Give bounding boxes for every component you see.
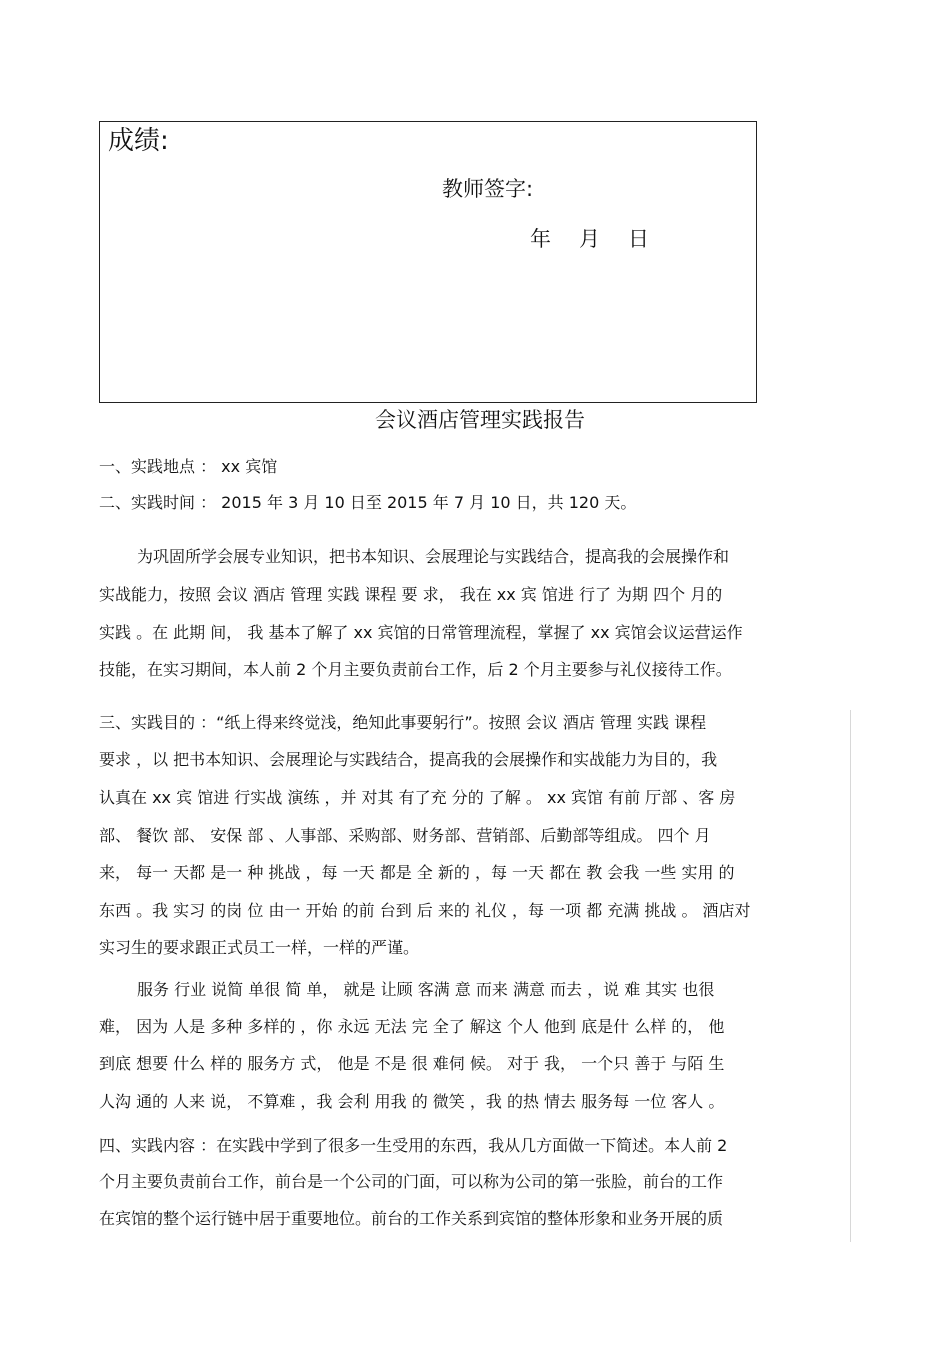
body-line: 难， 因为 人是 多种 多样的 ，你 永远 无法 完 全了 解这 个人 他到 底是什 么样 的， 他: [99, 1017, 725, 1036]
body-line: 个月主要负责前台工作，前台是一个公司的门面，可以称为公司的第一张脸，前台的工作: [99, 1172, 724, 1191]
teacher-signature-label: 教师签字:: [442, 177, 534, 201]
body-line: 实践 。在 此期 间， 我 基本了解了 xx 宾馆的日常管理流程，掌握了 xx 宾馆会议运营运作: [99, 623, 743, 642]
body-line: 实习生的要求跟正式员工一样，一样的严谨。: [99, 938, 420, 957]
body-line: 在宾馆的整个运行链中居于重要地位。前台的工作关系到宾馆的整体形象和业务开展的质: [99, 1209, 724, 1228]
report-title: 会议酒店管理实践报告: [375, 408, 585, 432]
date-day: 日: [628, 227, 649, 251]
date-month: 月: [579, 227, 600, 251]
body-line: 人沟 通的 人来 说， 不算难 ，我 会利 用我 的 微笑 ，我 的热 情去 服务每 一位 客人 。: [99, 1092, 725, 1111]
body-line: 技能，在实习期间，本人前 2 个月主要负责前台工作，后 2 个月主要参与礼仪接待工作。: [99, 660, 732, 679]
body-line: 为巩固所学会展专业知识，把书本知识、会展理论与实践结合，提高我的会展操作和: [137, 547, 730, 566]
body-line: 服务 行业 说简 单很 简 单， 就是 让顾 客满 意 而来 满意 而去 ，说 难 其实 也很: [137, 980, 715, 999]
body-line: 要求 ，以 把书本知识、会展理论与实践结合，提高我的会展操作和实战能力为目的，我: [99, 750, 718, 769]
margin-rule: [850, 710, 851, 1242]
body-line: 部、 餐饮 部、 安保 部 、人事部、采购部、财务部、营销部、后勤部等组成。 四个 月: [99, 826, 711, 845]
grade-label: 成绩:: [108, 126, 169, 156]
date-line: [530, 224, 649, 254]
body-line: 来， 每一 天都 是一 种 挑战 ，每 一天 都是 全 新的 ，每 一天 都在 教 会我 一些 实用 的: [99, 863, 735, 882]
practice-time: 二、实践时间 ： 2015 年 3 月 10 日至 2015 年 7 月 10 日，共 120 天。: [99, 493, 637, 512]
body-line: 东西 。我 实习 的岗 位 由一 开始 的前 台到 后 来的 礼仪 ，每 一项 都 充满 挑战 。 酒店对: [99, 901, 751, 920]
date-year: 年: [530, 227, 551, 251]
body-line: 实战能力，按照 会议 酒店 管理 实践 课程 要 求， 我在 xx 宾 馆进 行了 为期 四个 月的: [99, 585, 723, 604]
body-line: 认真在 xx 宾 馆进 行实战 演练 ，并 对其 有了充 分的 了解 。 xx 宾馆 有前 厅部 、客 房: [99, 788, 736, 807]
practice-content: 四、实践内容 ：在实践中学到了很多一生受用的东西，我从几方面做一下简述。本人前 2: [99, 1136, 728, 1155]
grade-box: [99, 121, 757, 403]
practice-location: 一、实践地点 ： xx 宾馆: [99, 457, 278, 476]
body-line: 到底 想要 什么 样的 服务方 式， 他是 不是 很 难伺 候。 对于 我， 一个只 善于 与陌 生: [99, 1054, 725, 1073]
practice-purpose: 三、实践目的 ：“纸上得来终觉浅，绝知此事要躬行”。按照 会议 酒店 管理 实践 课程: [99, 713, 707, 732]
